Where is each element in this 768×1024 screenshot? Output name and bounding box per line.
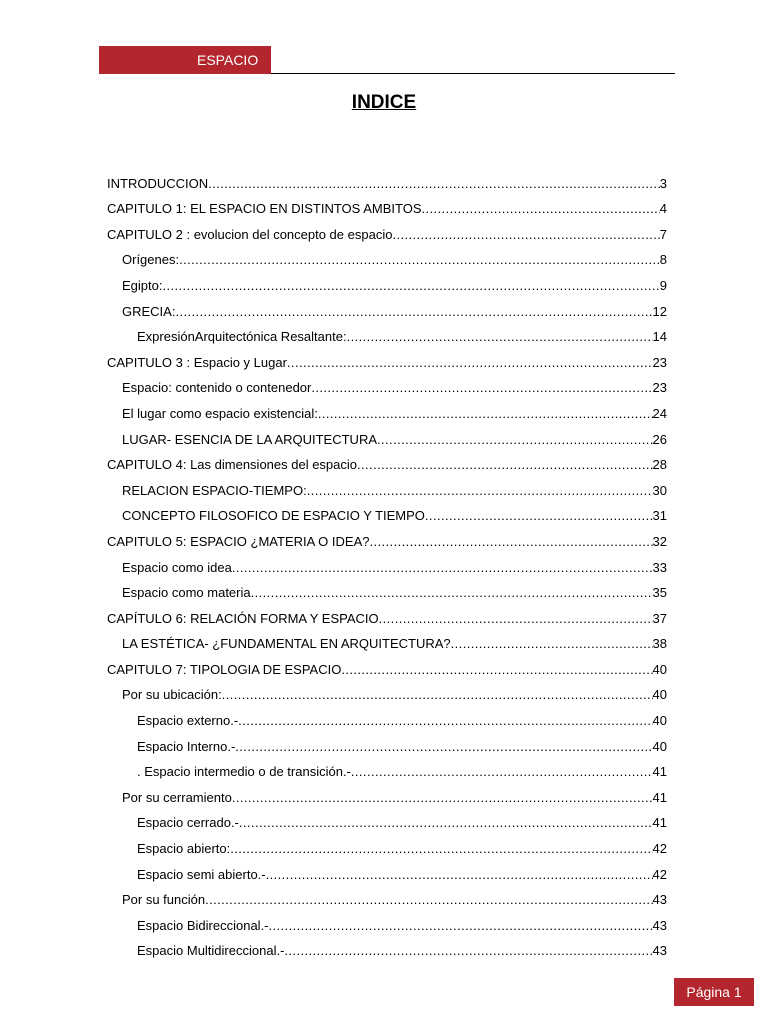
toc-leader-dots [287, 354, 653, 371]
toc-leader-dots [369, 533, 652, 550]
toc-entry-title: Espacio Interno.- [137, 738, 236, 754]
toc-entry[interactable] [107, 396, 667, 422]
toc-entry[interactable] [107, 320, 667, 346]
toc-entry[interactable] [107, 268, 667, 294]
toc-entry[interactable] [107, 524, 667, 550]
toc-entry[interactable] [107, 217, 667, 243]
toc-entry-page: 43 [652, 917, 667, 933]
toc-entry-page: 40 [652, 738, 667, 754]
header-badge [99, 46, 271, 74]
page-title [0, 91, 768, 115]
toc-entry[interactable] [107, 780, 667, 806]
toc-leader-dots [341, 661, 652, 678]
toc-entry-page: 26 [652, 431, 667, 447]
toc-entry-title: CAPITULO 5: ESPACIO ¿MATERIA O IDEA? [107, 533, 370, 549]
toc-entry[interactable] [107, 473, 667, 499]
toc-entry-title: ExpresiónArquitectónica Resaltante: [137, 329, 347, 345]
toc-entry[interactable] [107, 806, 667, 832]
toc-entry-page: 41 [652, 789, 667, 805]
header-label: ESPACIO [197, 52, 259, 68]
toc-leader-dots [162, 277, 659, 294]
toc-entry-title: Por su ubicación: [122, 687, 222, 703]
toc-entry[interactable] [107, 166, 667, 192]
toc-entry[interactable] [107, 448, 667, 474]
toc-entry-title: Espacio como idea [122, 559, 232, 575]
toc-entry[interactable] [107, 345, 667, 371]
toc-entry-page: 12 [652, 303, 667, 319]
toc-leader-dots [232, 789, 653, 806]
toc-entry-page: 14 [652, 329, 667, 345]
toc-entry-title: Por su cerramiento [122, 789, 232, 805]
toc-leader-dots [351, 763, 653, 780]
toc-entry-title: Espacio abierto: [137, 841, 231, 857]
toc-entry-page: 9 [659, 277, 667, 293]
toc-entry-page: 37 [652, 610, 667, 626]
toc-entry-title: CAPÍTULO 6: RELACIÓN FORMA Y ESPACIO [107, 610, 379, 626]
toc-entry-title: CAPITULO 3 : Espacio y Lugar [107, 354, 287, 370]
toc-entry[interactable] [107, 243, 667, 269]
toc-entry-title: Espacio cerrado.- [137, 815, 239, 831]
toc-leader-dots [379, 610, 653, 627]
toc-entry-page: 23 [652, 354, 667, 370]
toc-leader-dots [347, 328, 653, 345]
toc-entry-title: Egipto: [122, 277, 163, 293]
toc-leader-dots [208, 175, 660, 192]
toc-entry-page: 32 [652, 533, 667, 549]
toc-entry-title: El lugar como espacio existencial: [122, 405, 318, 421]
toc-entry-page: 23 [652, 380, 667, 396]
toc-entry-title: Espacio Multidireccional.- [137, 943, 285, 959]
toc-entry-page: 33 [652, 559, 667, 575]
toc-entry[interactable] [107, 678, 667, 704]
toc-entry-page: 3 [659, 175, 667, 191]
toc-leader-dots [392, 226, 659, 243]
toc-entry[interactable] [107, 601, 667, 627]
toc-leader-dots [222, 686, 653, 703]
toc-leader-dots [451, 635, 653, 652]
toc-leader-dots [205, 891, 652, 908]
toc-entry-title: CAPITULO 2 : evolucion del concepto de espacio [107, 226, 393, 242]
toc-entry[interactable] [107, 883, 667, 909]
table-of-contents [107, 166, 667, 959]
toc-entry[interactable] [107, 831, 667, 857]
toc-entry-page: 38 [652, 636, 667, 652]
toc-entry-title: CAPITULO 7: TIPOLOGIA DE ESPACIO [107, 661, 342, 677]
toc-entry[interactable] [107, 908, 667, 934]
toc-leader-dots [251, 584, 653, 601]
toc-entry-title: Espacio semi abierto.- [137, 866, 266, 882]
toc-entry-title: LA ESTÉTICA- ¿FUNDAMENTAL EN ARQUITECTURA? [122, 636, 451, 652]
toc-entry-page: 43 [652, 892, 667, 908]
toc-entry[interactable] [107, 192, 667, 218]
toc-entry[interactable] [107, 371, 667, 397]
toc-leader-dots [175, 303, 652, 320]
toc-leader-dots [232, 559, 653, 576]
page-number-label: Página 1 [686, 984, 742, 1000]
page-title-text: INDICE [351, 92, 417, 113]
toc-entry-title: CAPITULO 4: Las dimensiones del espacio [107, 457, 358, 473]
toc-entry[interactable] [107, 652, 667, 678]
toc-leader-dots [269, 917, 653, 934]
toc-entry[interactable] [107, 934, 667, 960]
toc-leader-dots [284, 942, 652, 959]
toc-entry-title: Espacio: contenido o contenedor [122, 380, 312, 396]
toc-entry-page: 4 [659, 201, 667, 217]
toc-entry-title: GRECIA: [122, 303, 176, 319]
toc-entry-page: 43 [652, 943, 667, 959]
toc-leader-dots [266, 866, 653, 883]
toc-entry[interactable] [107, 422, 667, 448]
toc-entry[interactable] [107, 703, 667, 729]
toc-entry-title: Espacio como materia [122, 585, 251, 601]
toc-entry[interactable] [107, 499, 667, 525]
toc-leader-dots [425, 507, 653, 524]
toc-entry-page: 40 [652, 661, 667, 677]
toc-leader-dots [238, 712, 652, 729]
toc-leader-dots [318, 405, 653, 422]
toc-leader-dots [230, 840, 652, 857]
toc-entry-title: CONCEPTO FILOSOFICO DE ESPACIO Y TIEMPO [122, 508, 425, 524]
toc-entry-page: 30 [652, 482, 667, 498]
toc-entry-title: Por su función [122, 892, 206, 908]
toc-entry-title: Orígenes: [122, 252, 180, 268]
toc-entry-title: . Espacio intermedio o de transición.- [137, 764, 351, 780]
toc-entry-page: 28 [652, 457, 667, 473]
toc-entry-page: 31 [652, 508, 667, 524]
toc-entry-page: 40 [652, 713, 667, 729]
toc-leader-dots [357, 456, 653, 473]
toc-leader-dots [377, 431, 653, 448]
toc-entry[interactable] [107, 729, 667, 755]
toc-entry[interactable] [107, 294, 667, 320]
toc-leader-dots [422, 200, 660, 217]
toc-entry-page: 40 [652, 687, 667, 703]
toc-entry-title: RELACION ESPACIO-TIEMPO: [122, 482, 307, 498]
toc-entry-page: 41 [652, 815, 667, 831]
toc-entry-page: 8 [659, 252, 667, 268]
toc-entry[interactable] [107, 627, 667, 653]
toc-entry-title: Espacio externo.- [137, 713, 239, 729]
toc-entry-title: LUGAR- ESENCIA DE LA ARQUITECTURA [122, 431, 378, 447]
toc-leader-dots [239, 814, 653, 831]
toc-entry[interactable] [107, 550, 667, 576]
toc-entry[interactable] [107, 576, 667, 602]
toc-entry-page: 24 [652, 405, 667, 421]
toc-entry-page: 42 [652, 866, 667, 882]
toc-entry[interactable] [107, 755, 667, 781]
toc-entry-title: Espacio Bidireccional.- [137, 917, 269, 933]
toc-entry-page: 7 [659, 226, 667, 242]
page-number-badge [674, 978, 754, 1006]
toc-entry-page: 35 [652, 585, 667, 601]
toc-entry[interactable] [107, 857, 667, 883]
toc-entry-title: INTRODUCCION [107, 175, 209, 191]
toc-entry-page: 42 [652, 841, 667, 857]
toc-leader-dots [307, 482, 653, 499]
toc-entry-title: CAPITULO 1: EL ESPACIO EN DISTINTOS AMBITOS [107, 201, 422, 217]
toc-leader-dots [235, 738, 652, 755]
toc-leader-dots [179, 251, 660, 268]
toc-entry-page: 41 [652, 764, 667, 780]
toc-leader-dots [311, 379, 652, 396]
